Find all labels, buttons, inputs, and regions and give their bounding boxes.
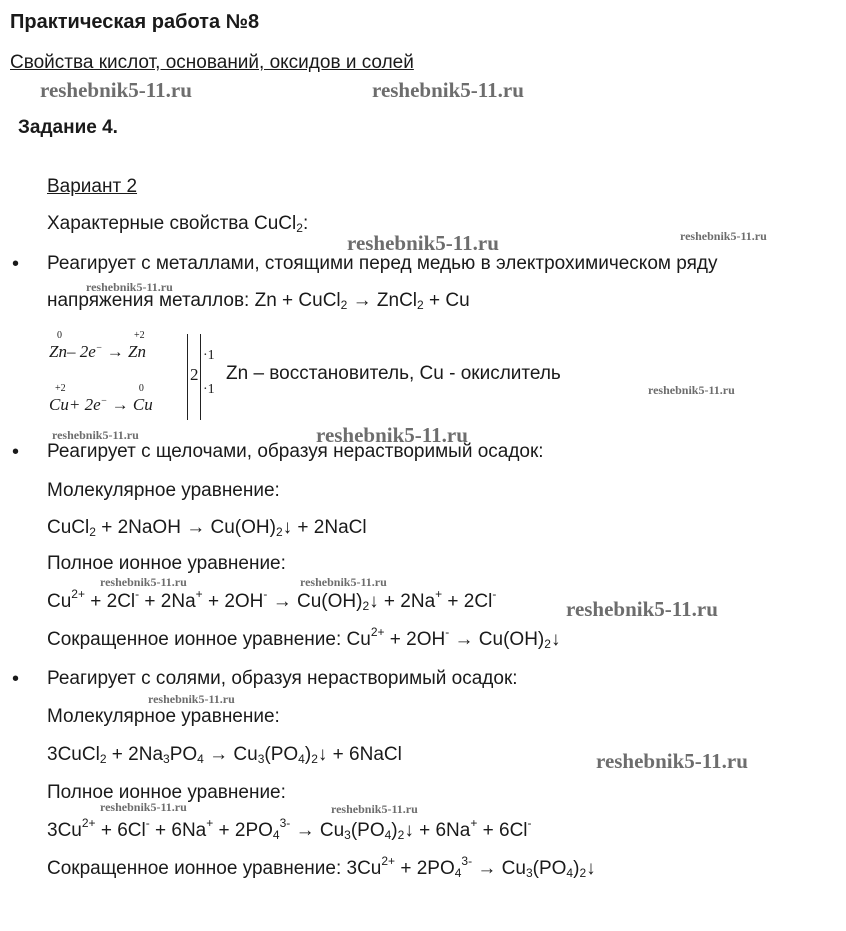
- sub: 3: [344, 828, 351, 842]
- t: PO: [169, 744, 198, 765]
- s2-mol-label: Молекулярное уравнение:: [47, 480, 280, 501]
- s2-line: Реагирует с щелочами, образуя нерастворимый осадок:: [47, 441, 544, 462]
- watermark: reshebnik5-11.ru: [300, 575, 387, 589]
- cu-mid: + 2e: [68, 395, 101, 414]
- task-heading: Задание 4.: [18, 117, 118, 138]
- sup: +: [435, 587, 443, 601]
- watermark: reshebnik5-11.ru: [566, 597, 718, 621]
- t: + 2Na: [139, 591, 196, 612]
- t: Cu: [496, 858, 526, 879]
- sub: 3: [525, 866, 533, 880]
- intro-sub: 2: [296, 221, 303, 235]
- sup: 3-: [279, 816, 291, 830]
- watermark: reshebnik5-11.ru: [40, 78, 192, 102]
- bullet-2: •: [12, 441, 20, 463]
- zn-symbol: Zn: [49, 342, 67, 361]
- t: Cu: [47, 591, 72, 612]
- sup: 2+: [81, 816, 96, 830]
- page-title: Практическая работа №8: [10, 11, 260, 33]
- variant-heading: Вариант 2: [47, 176, 138, 197]
- zn-mid: – 2e: [66, 342, 96, 361]
- t: + 2NaOH: [95, 517, 187, 538]
- sup: 2+: [381, 854, 396, 868]
- watermark: reshebnik5-11.ru: [148, 692, 235, 706]
- t: + 6NaCl: [327, 744, 402, 765]
- watermark: reshebnik5-11.ru: [52, 428, 139, 442]
- t: + 2OH: [202, 591, 264, 612]
- s3-line: Реагирует с солями, образуя нерастворимый осадок:: [47, 668, 518, 689]
- s3-mol-eq: [47, 744, 402, 766]
- redox-note: Zn – восстановитель, Cu - окислитель: [226, 363, 561, 384]
- arrow: →: [477, 858, 497, 879]
- sub: 2: [99, 752, 107, 766]
- s2-mol-eq: [47, 517, 367, 539]
- t: + 2PO: [395, 858, 455, 879]
- t: ): [573, 858, 580, 879]
- redox-bar-right: [200, 334, 201, 420]
- electron-charge: −: [95, 342, 103, 354]
- arrow: →: [209, 744, 229, 765]
- t: Cu(OH): [205, 517, 276, 538]
- redox-lcm: 2: [190, 365, 199, 384]
- ox-state: 0: [57, 330, 62, 341]
- s3-mol-label: Молекулярное уравнение:: [47, 706, 280, 727]
- t: + 2Cl: [84, 591, 136, 612]
- watermark: reshebnik5-11.ru: [86, 280, 173, 294]
- ox-state: +2: [55, 383, 66, 394]
- t: (PO: [532, 858, 567, 879]
- sub: 2: [362, 599, 370, 613]
- t: + 2PO: [213, 820, 273, 841]
- t: 3CuCl: [47, 744, 100, 765]
- sub: 4: [454, 866, 462, 880]
- sub: 4: [566, 866, 574, 880]
- t: + 2Cl: [442, 591, 493, 612]
- redox-zn-line: [49, 330, 146, 362]
- redox-coef-1: ·1: [203, 348, 215, 363]
- watermark: reshebnik5-11.ru: [648, 383, 735, 397]
- watermark: reshebnik5-11.ru: [347, 231, 499, 255]
- sub: 4: [298, 752, 305, 766]
- t: + 6Cl: [477, 820, 528, 841]
- t: + 2Na: [378, 591, 436, 612]
- arrow: →: [106, 342, 124, 361]
- arrow: →: [454, 629, 474, 650]
- s3-short-label: Сокращенное ионное уравнение:: [47, 858, 347, 879]
- sub-2: 2: [340, 298, 348, 312]
- redox-coef-2: ·1: [203, 382, 215, 397]
- sub: 3: [257, 752, 265, 766]
- sup: -: [492, 587, 497, 601]
- t: (PO: [350, 820, 385, 841]
- arrow: →: [186, 517, 206, 538]
- watermark: reshebnik5-11.ru: [100, 575, 187, 589]
- sup: -: [527, 816, 532, 830]
- zn-symbol: Zn: [128, 342, 146, 361]
- ox-state: +2: [134, 330, 145, 341]
- watermark: reshebnik5-11.ru: [316, 423, 468, 447]
- arrow: →: [111, 395, 129, 414]
- s1-mid: → ZnCl: [347, 290, 418, 311]
- watermark: reshebnik5-11.ru: [596, 749, 748, 773]
- s3-full-eq: [47, 816, 532, 842]
- sup: -: [135, 587, 140, 601]
- t: + 6Na: [413, 820, 471, 841]
- sup: -: [263, 587, 268, 601]
- watermark: reshebnik5-11.ru: [372, 78, 524, 102]
- t: (PO: [264, 744, 299, 765]
- watermark: reshebnik5-11.ru: [100, 800, 187, 814]
- s2-full-label: Полное ионное уравнение:: [47, 553, 286, 574]
- s1-line1: Реагирует с металлами, стоящими перед медью в электрохимическом ряду: [47, 253, 718, 274]
- intro-line: [47, 213, 308, 235]
- watermark: reshebnik5-11.ru: [680, 229, 767, 243]
- t: + 2Na: [106, 744, 164, 765]
- s3-short-eq: [47, 854, 596, 880]
- page-subtitle: Свойства кислот, оснований, оксидов и солей: [10, 52, 414, 73]
- t: + 2OH: [384, 629, 446, 650]
- t: 3Cu: [346, 858, 382, 879]
- t: Cu(OH): [291, 591, 363, 612]
- sub: 2: [311, 752, 318, 766]
- s3-full-label: Полное ионное уравнение:: [47, 782, 286, 803]
- cu-symbol: Cu: [49, 395, 69, 414]
- sup: -: [145, 816, 150, 830]
- intro-tail: :: [302, 213, 309, 234]
- watermark: reshebnik5-11.ru: [331, 802, 418, 816]
- sup: 2+: [370, 625, 385, 639]
- sup: 2+: [71, 587, 85, 601]
- sup: 3-: [461, 854, 473, 868]
- s2-short-eq: [47, 625, 561, 651]
- sub: 2: [397, 828, 405, 842]
- s2-short-label: Сокращенное ионное уравнение:: [47, 629, 347, 650]
- sub: 2: [579, 866, 587, 880]
- arrow: →: [272, 591, 292, 612]
- t: 3Cu: [47, 820, 82, 841]
- intro-text: Характерные свойства CuCl: [47, 213, 297, 234]
- sup: +: [195, 587, 203, 601]
- sub: 4: [197, 752, 204, 766]
- s1-line2: [47, 290, 470, 312]
- sub-2: 2: [417, 298, 424, 312]
- sup: -: [445, 625, 450, 639]
- s1-tail: + Cu: [423, 290, 470, 311]
- t: + 2NaCl: [292, 517, 367, 538]
- sup: +: [206, 816, 214, 830]
- t: ): [304, 744, 312, 765]
- bullet-3: •: [12, 668, 20, 690]
- t: Cu(OH): [473, 629, 545, 650]
- cu-left: [49, 383, 69, 414]
- precip-arrow: ↓: [550, 629, 561, 650]
- t: Cu: [228, 744, 258, 765]
- electron-charge: −: [100, 395, 108, 407]
- cu-symbol: Cu: [132, 395, 153, 414]
- redox-bar-left: [187, 334, 188, 420]
- precip-arrow: ↓: [282, 517, 293, 538]
- cu-right: [132, 383, 153, 414]
- t: Cu: [314, 820, 345, 841]
- sub: 2: [544, 637, 551, 651]
- precip-arrow: ↓: [404, 820, 414, 841]
- sub: 3: [163, 752, 170, 766]
- sup: +: [470, 816, 478, 830]
- precip-arrow: ↓: [369, 591, 379, 612]
- t: CuCl: [47, 517, 90, 538]
- t: ): [391, 820, 398, 841]
- sub: 2: [89, 525, 96, 539]
- zn-left: [49, 330, 67, 361]
- bullet-1: •: [12, 253, 20, 275]
- s1-line2-text: напряжения металлов: Zn + CuCl: [47, 290, 341, 311]
- zn-right: [128, 330, 146, 361]
- precip-arrow: ↓: [317, 744, 328, 765]
- ox-state: 0: [138, 383, 144, 394]
- precip-arrow: ↓: [586, 858, 596, 879]
- t: Cu: [346, 629, 371, 650]
- t: + 6Cl: [95, 820, 146, 841]
- t: + 6Na: [149, 820, 207, 841]
- sub: 4: [384, 828, 392, 842]
- sub: 2: [275, 525, 283, 539]
- redox-cu-line: [49, 383, 153, 415]
- arrow: →: [295, 820, 315, 841]
- s2-full-eq: [47, 587, 497, 613]
- sub: 4: [272, 828, 280, 842]
